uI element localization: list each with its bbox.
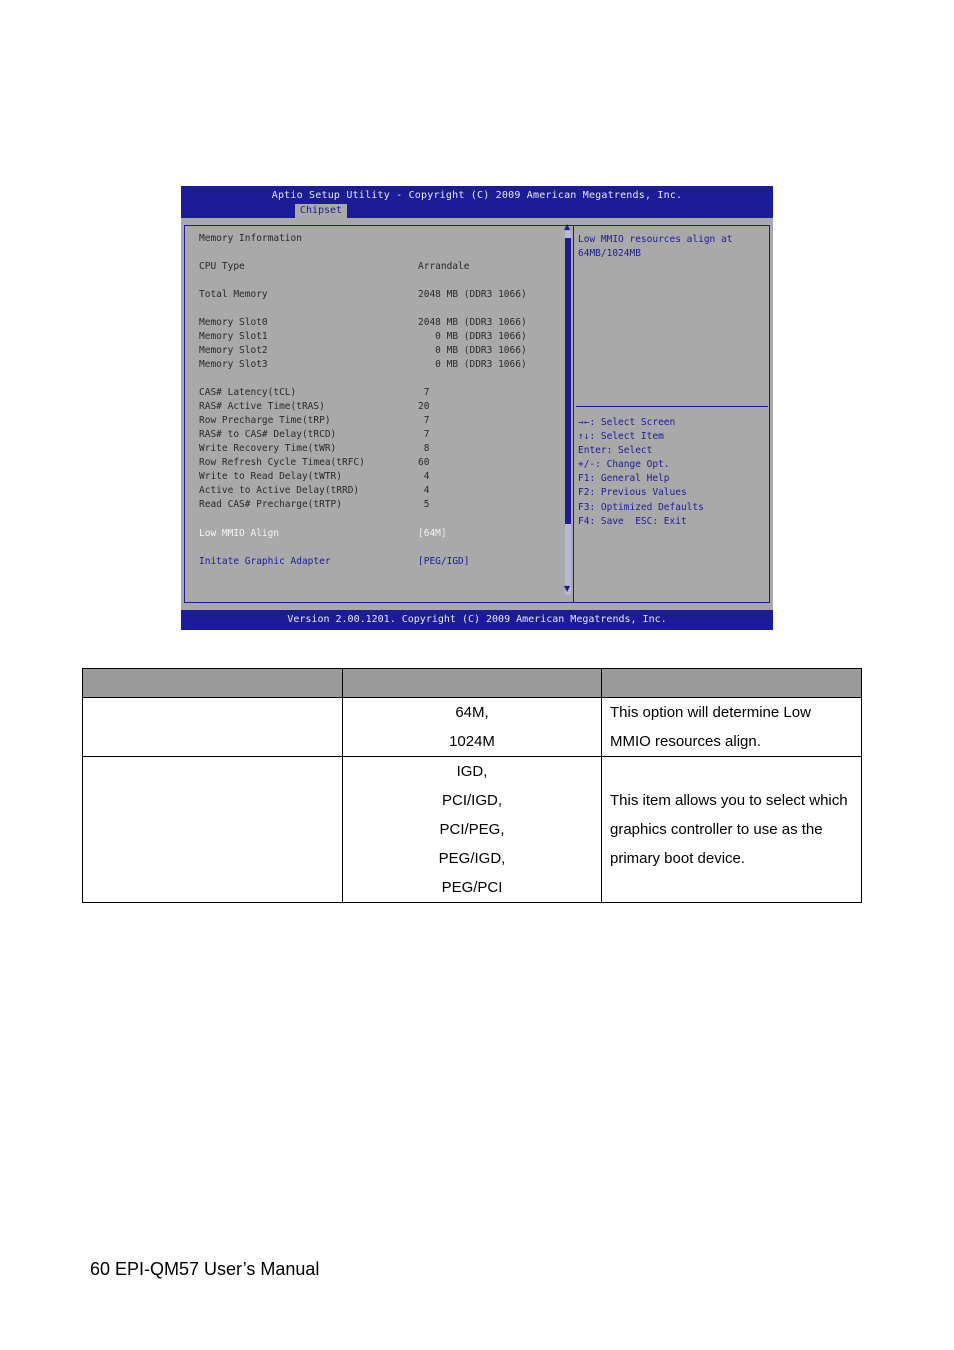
row-label: Memory Slot3 (199, 359, 268, 370)
row-label: Row Precharge Time(tRP) (199, 415, 331, 426)
option-value: IGD, (456, 763, 488, 780)
scroll-down-arrow-icon[interactable]: ▼ (564, 584, 571, 593)
tab-chipset[interactable]: Chipset (295, 204, 347, 218)
header-cell (343, 669, 602, 698)
row-value: 4 (418, 485, 430, 496)
key-hint: Enter: Select (578, 445, 653, 457)
row-label: CAS# Latency(tCL) (199, 387, 297, 398)
description-cell: This option will determine Low MMIO resources align. (602, 698, 862, 757)
initiate-graphic-adapter-label[interactable]: Initate Graphic Adapter (199, 556, 331, 567)
row-value: 7 (418, 415, 430, 426)
item-cell (83, 698, 343, 757)
row-value: 0 MB (DDR3 1066) (418, 359, 527, 370)
table-row (83, 757, 862, 903)
row-label: Memory Slot2 (199, 345, 268, 356)
key-hint: →←: Select Screen (578, 417, 676, 428)
header-cell (83, 669, 343, 698)
item-cell (83, 757, 343, 903)
row-label: Read CAS# Precharge(tRTP) (199, 499, 342, 510)
option-value: 1024M (449, 733, 495, 750)
option-value: 64M, (455, 704, 489, 721)
row-value: 0 MB (DDR3 1066) (418, 345, 527, 356)
help-text: Low MMIO resources align at 64MB/1024MB (578, 234, 733, 259)
row-value: 2048 MB (DDR3 1066) (418, 317, 527, 328)
table-row (83, 698, 862, 757)
key-hint: ↑↓: Select Item (578, 431, 664, 443)
help-divider (576, 406, 768, 407)
row-label: Total Memory (199, 289, 268, 300)
bios-frame (184, 225, 770, 603)
row-value: 8 (418, 443, 430, 454)
header-cell (602, 669, 862, 698)
initiate-graphic-adapter-value[interactable]: [PEG/IGD] (418, 556, 470, 567)
low-mmio-align-value[interactable]: [64M] (418, 528, 447, 539)
options-cell (343, 757, 602, 903)
row-label: CPU Type (199, 261, 245, 272)
row-value: 5 (418, 499, 430, 510)
page-footer: 60 EPI-QM57 User’s Manual (90, 1259, 320, 1279)
row-label: Memory Slot1 (199, 331, 268, 342)
scrollbar-thumb[interactable] (565, 238, 571, 524)
row-label: Row Refresh Cycle Timea(tRFC) (199, 457, 365, 468)
bios-title: Aptio Setup Utility - Copyright (C) 2009 American Megatrends, Inc. (271, 190, 683, 201)
row-value: 4 (418, 471, 430, 482)
row-label: RAS# to CAS# Delay(tRCD) (199, 429, 337, 440)
key-hint: F1: General Help (578, 473, 670, 485)
row-label: Memory Slot0 (199, 317, 268, 328)
row-value: 20 (418, 401, 430, 412)
key-legend (578, 416, 704, 529)
low-mmio-align-label[interactable]: Low MMIO Align (199, 528, 280, 539)
bios-screenshot (181, 186, 773, 630)
memory-info-heading: Memory Information (199, 233, 302, 244)
table-header-row (83, 669, 862, 698)
pane-divider (573, 226, 574, 602)
option-value: PCI/PEG, (439, 821, 505, 838)
row-value: 0 MB (DDR3 1066) (418, 331, 527, 342)
row-value: 7 (418, 429, 430, 440)
row-label: Active to Active Delay(tRRD) (199, 485, 360, 496)
options-cell (343, 698, 602, 757)
bios-version: Version 2.00.1201. Copyright (C) 2009 American Megatrends, Inc. (287, 614, 667, 625)
row-label: Write Recovery Time(tWR) (199, 443, 337, 454)
option-value: PEG/IGD, (438, 850, 506, 867)
key-hint: F3: Optimized Defaults (578, 501, 704, 513)
key-hint: F2: Previous Values (578, 487, 687, 499)
row-value: 2048 MB (DDR3 1066) (418, 289, 527, 300)
row-value: 7 (418, 387, 430, 398)
key-hint: F4: Save ESC: Exit (578, 515, 687, 527)
option-value: PCI/IGD, (441, 792, 502, 809)
row-value: 60 (418, 457, 430, 468)
row-label: Write to Read Delay(tWTR) (199, 471, 342, 482)
row-label: RAS# Active Time(tRAS) (199, 401, 325, 412)
option-value: PEG/PCI (441, 879, 503, 896)
description-cell: This item allows you to select which graphics controller to use as the primary boot device. (602, 757, 862, 903)
row-value: Arrandale (418, 261, 470, 272)
key-hint: +/-: Change Opt. (578, 459, 670, 471)
scroll-up-arrow-icon[interactable]: ▲ (564, 222, 571, 231)
options-table (82, 668, 862, 903)
